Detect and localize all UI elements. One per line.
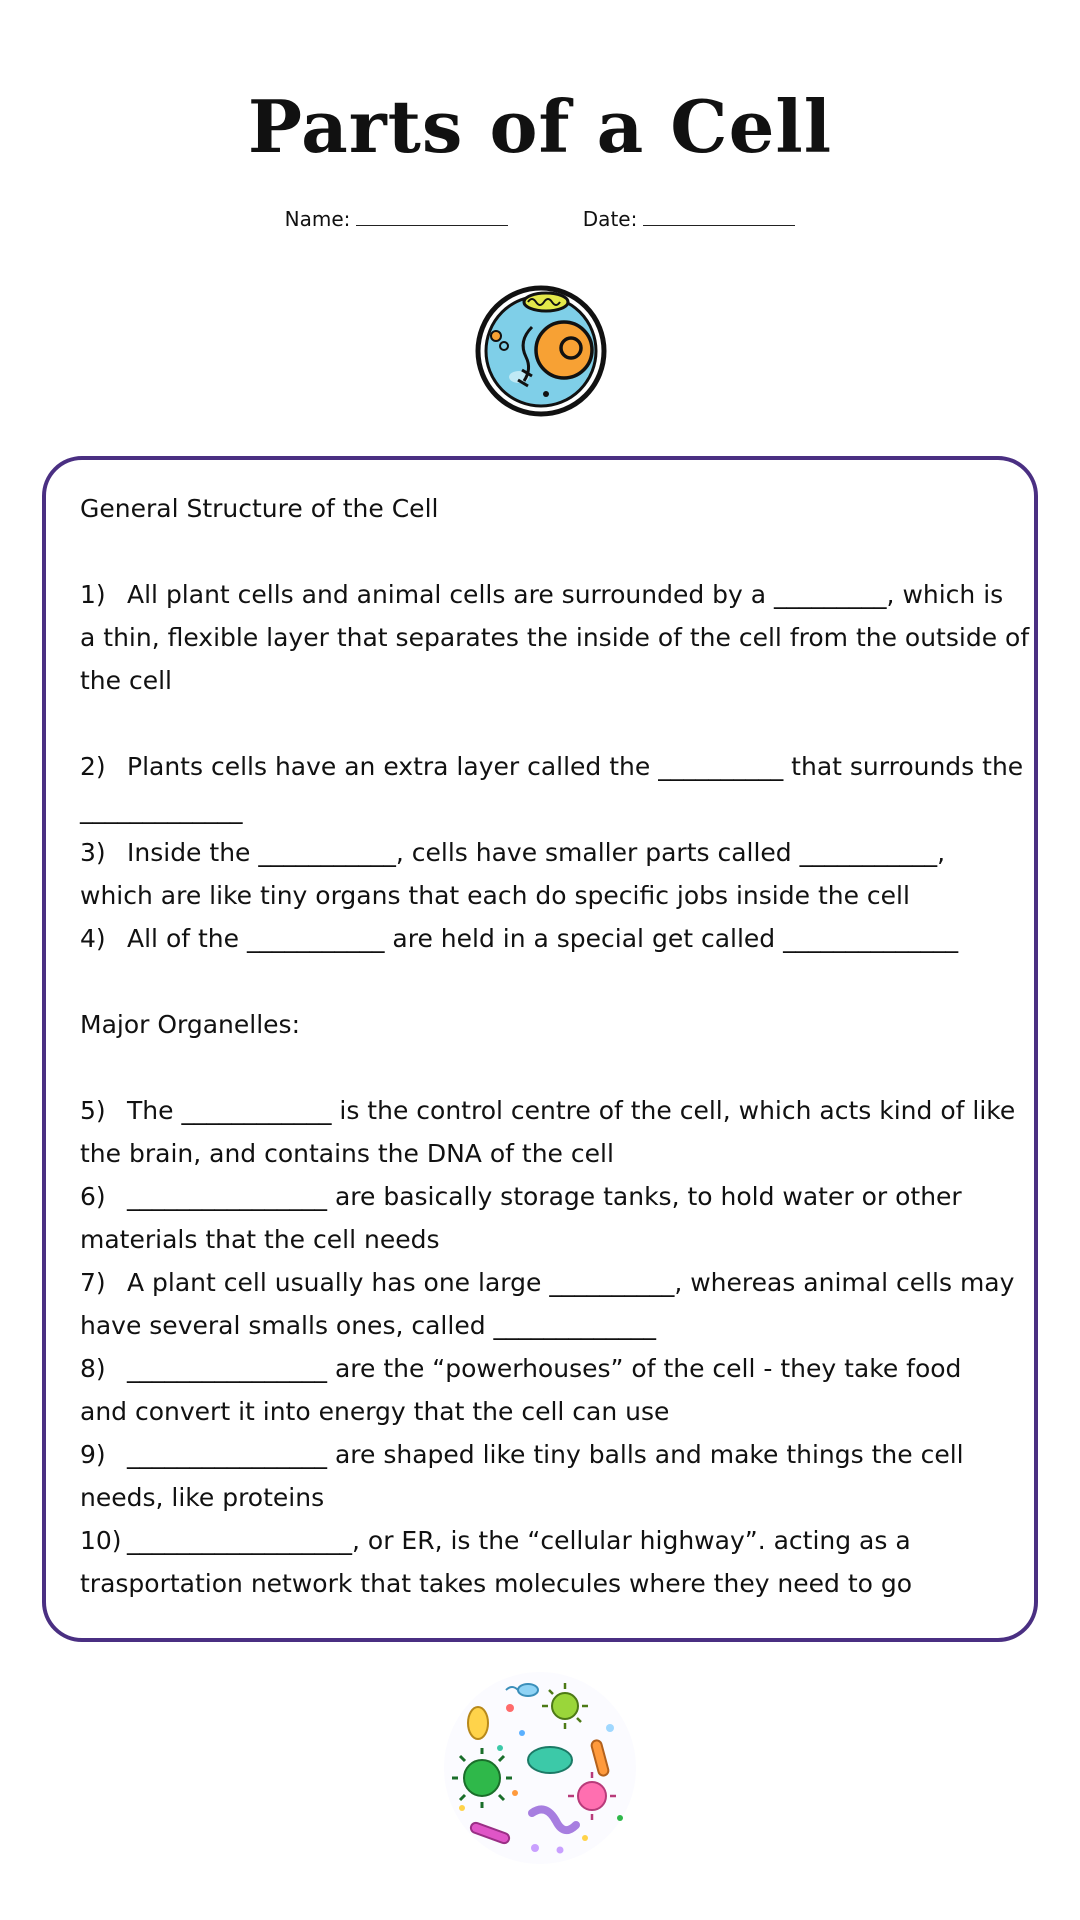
- yellow-cell-icon: [468, 1707, 488, 1739]
- question-1[interactable]: [80, 573, 1030, 702]
- question-5[interactable]: [80, 1089, 1020, 1175]
- question-7[interactable]: [80, 1261, 1020, 1347]
- question-number: 2): [80, 752, 106, 781]
- question-9[interactable]: [80, 1433, 1020, 1519]
- name-label: Name:: [284, 207, 351, 231]
- microbes-illustration: [440, 1668, 640, 1868]
- question-text: ________________ are the “powerhouses” of the cell - they take food: [127, 1354, 962, 1383]
- question-number: 8): [80, 1354, 106, 1383]
- question-text: needs, like proteins: [80, 1483, 325, 1512]
- question-text: A plant cell usually has one large __________, whereas animal cells may: [127, 1268, 1015, 1297]
- question-text: and convert it into energy that the cell can use: [80, 1397, 670, 1426]
- question-3[interactable]: [80, 831, 1020, 917]
- name-field[interactable]: [285, 207, 509, 231]
- name-date-row: [0, 207, 1080, 231]
- question-text: have several smalls ones, called _____________: [80, 1311, 657, 1340]
- question-text: which are like tiny organs that each do specific jobs inside the cell: [80, 881, 910, 910]
- question-number: 5): [80, 1096, 106, 1125]
- question-text: _____________: [80, 795, 243, 824]
- question-text: materials that the cell needs: [80, 1225, 440, 1254]
- section-heading-general: General Structure of the Cell: [80, 494, 439, 523]
- question-text: Plants cells have an extra layer called the __________ that surrounds the: [127, 752, 1024, 781]
- animal-cell-icon: [474, 282, 608, 420]
- question-number: 1): [80, 580, 106, 609]
- question-8[interactable]: [80, 1347, 1020, 1433]
- question-text: All of the ___________ are held in a special get called ______________: [127, 924, 959, 953]
- question-4[interactable]: [80, 917, 1020, 960]
- question-number: 9): [80, 1440, 106, 1469]
- question-2[interactable]: [80, 745, 1024, 831]
- question-number: 6): [80, 1182, 106, 1211]
- question-number: 3): [80, 838, 106, 867]
- question-6[interactable]: [80, 1175, 1020, 1261]
- page-title: Parts of a Cell: [247, 84, 833, 169]
- question-text: All plant cells and animal cells are surrounded by a _________, which is: [127, 580, 1004, 609]
- question-text: the cell: [80, 666, 172, 695]
- question-number: 4): [80, 924, 106, 953]
- name-blank[interactable]: [356, 207, 508, 226]
- question-text: ________________ are shaped like tiny balls and make things the cell: [127, 1440, 964, 1469]
- question-10[interactable]: [80, 1519, 1020, 1605]
- question-number: 7): [80, 1268, 106, 1297]
- question-number: 10): [80, 1526, 122, 1555]
- date-label: Date:: [582, 207, 638, 231]
- worksheet-content: [80, 487, 1030, 1605]
- question-text: the brain, and contains the DNA of the cell: [80, 1139, 614, 1168]
- question-text: trasportation network that takes molecules where they need to go: [80, 1569, 913, 1598]
- question-text: The ____________ is the control centre of the cell, which acts kind of like: [127, 1096, 1016, 1125]
- question-text: Inside the ___________, cells have smaller parts called ___________,: [127, 838, 946, 867]
- date-blank[interactable]: [643, 207, 795, 226]
- section-heading-organelles: Major Organelles:: [80, 1010, 301, 1039]
- teal-bacterium-icon: [528, 1747, 572, 1773]
- question-text: __________________, or ER, is the “cellular highway”. acting as a: [127, 1526, 911, 1555]
- question-text: a thin, flexible layer that separates the inside of the cell from the outside of: [80, 623, 1030, 652]
- date-field[interactable]: [583, 207, 796, 231]
- question-text: ________________ are basically storage tanks, to hold water or other: [127, 1182, 962, 1211]
